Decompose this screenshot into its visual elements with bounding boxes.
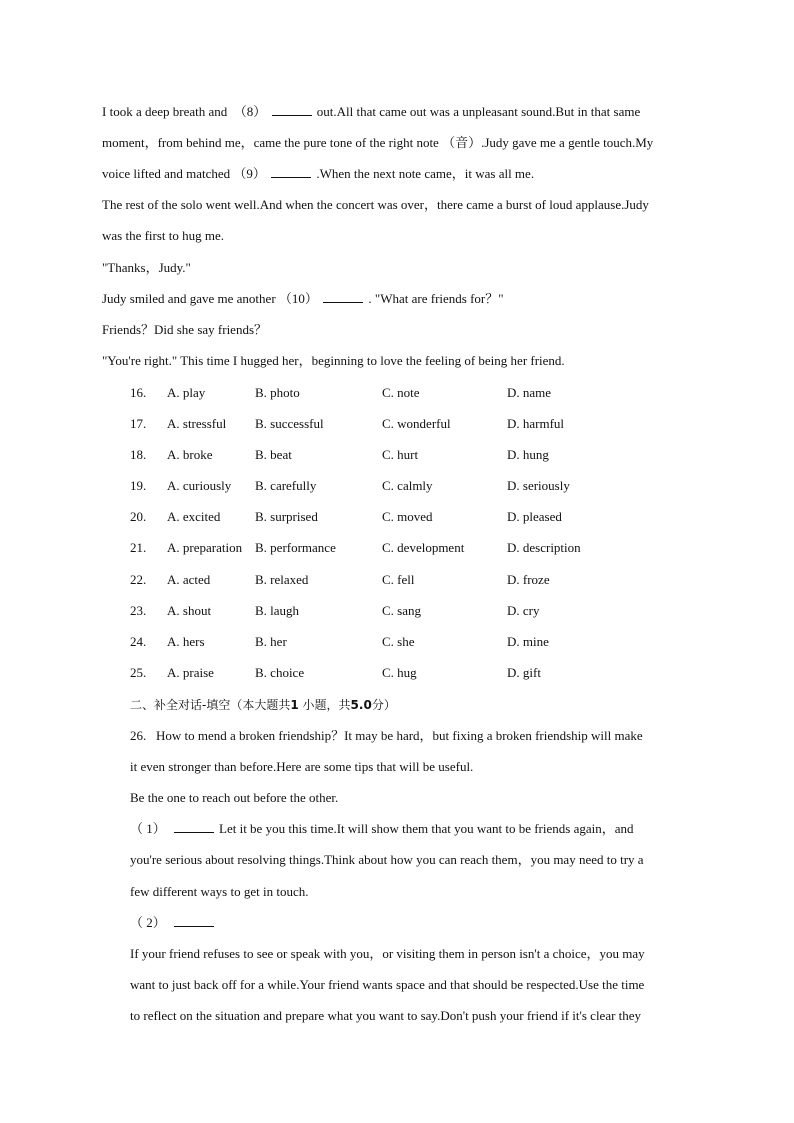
q26-line-2: it even stronger than before.Here are some tips that will be useful. — [130, 759, 474, 774]
question-number: 16. — [130, 385, 147, 400]
section-header-text: 小题，共 — [302, 698, 351, 712]
q26-line-9: want to just back off for a while.Your friend wants space and that should be respected.Use the time — [130, 977, 645, 992]
option-b[interactable]: B. photo — [255, 385, 300, 400]
passage-line-8: Friends？Did she say friends？ — [102, 322, 268, 337]
option-a[interactable]: A. acted — [167, 572, 211, 587]
option-a[interactable]: A. play — [167, 385, 206, 400]
passage-line-5: was the first to hug me. — [102, 228, 225, 243]
q26-line-3: Be the one to reach out before the other. — [130, 790, 339, 805]
blank-2[interactable] — [174, 915, 214, 927]
option-b[interactable]: B. relaxed — [255, 572, 309, 587]
passage-line-1 — [102, 104, 640, 120]
passage-line-3 — [102, 166, 534, 182]
option-b[interactable]: B. performance — [255, 540, 336, 555]
option-c[interactable]: C. she — [382, 634, 415, 649]
blank-10[interactable] — [323, 291, 363, 303]
option-d[interactable]: D. gift — [507, 665, 541, 680]
question-number: 19. — [130, 478, 147, 493]
option-a[interactable]: A. hers — [167, 634, 205, 649]
option-a[interactable]: A. excited — [167, 509, 221, 524]
option-c[interactable]: C. development — [382, 540, 465, 555]
passage-text: Judy smiled and gave me another （10） — [102, 291, 318, 306]
blank-1[interactable] — [174, 821, 214, 833]
option-d[interactable]: D. pleased — [507, 509, 562, 524]
passage-line-2: moment，from behind me，came the pure tone of the right note （音）.Judy gave me a gentle touch.My — [102, 135, 654, 150]
q26-text: Let it be you this time.It will show them that you want to be friends again，and — [219, 821, 634, 836]
passage-line-4: The rest of the solo went well.And when the concert was over，there came a burst of loud applause.Judy — [102, 197, 649, 212]
option-b[interactable]: B. laugh — [255, 603, 300, 618]
option-a[interactable]: A. stressful — [167, 416, 227, 431]
option-b[interactable]: B. her — [255, 634, 287, 649]
option-b[interactable]: B. choice — [255, 665, 305, 680]
question-number: 18. — [130, 447, 147, 462]
option-c[interactable]: C. sang — [382, 603, 421, 618]
option-c[interactable]: C. hurt — [382, 447, 419, 462]
option-c[interactable]: C. note — [382, 385, 420, 400]
q26-line-4 — [130, 821, 634, 837]
section-score: 5.0 — [350, 698, 372, 712]
option-d[interactable]: D. seriously — [507, 478, 570, 493]
option-a[interactable]: A. curiously — [167, 478, 232, 493]
option-c[interactable]: C. fell — [382, 572, 415, 587]
question-number: 20. — [130, 509, 147, 524]
question-number: 22. — [130, 572, 147, 587]
q26-line-7 — [130, 915, 216, 931]
option-c[interactable]: C. wonderful — [382, 416, 451, 431]
option-a[interactable]: A. praise — [167, 665, 214, 680]
option-d[interactable]: D. mine — [507, 634, 549, 649]
blank-9[interactable] — [271, 166, 311, 178]
question-number: 24. — [130, 634, 147, 649]
question-number: 17. — [130, 416, 147, 431]
option-c[interactable]: C. hug — [382, 665, 417, 680]
blank-number-1: （ 1） — [130, 821, 166, 836]
option-c[interactable]: C. calmly — [382, 478, 433, 493]
passage-text: voice lifted and matched （9） — [102, 166, 266, 181]
passage-text: .When the next note came，it was all me. — [316, 166, 535, 181]
blank-8[interactable] — [272, 104, 312, 116]
option-c[interactable]: C. moved — [382, 509, 433, 524]
question-number: 25. — [130, 665, 147, 680]
section-header-text: 分） — [371, 698, 396, 712]
option-b[interactable]: B. carefully — [255, 478, 317, 493]
option-d[interactable]: D. cry — [507, 603, 540, 618]
passage-line-9: "You're right." This time I hugged her，beginning to love the feeling of being her friend. — [102, 353, 565, 368]
passage-text: I took a deep breath and （8） — [102, 104, 267, 119]
passage-line-7 — [102, 291, 504, 307]
option-b[interactable]: B. surprised — [255, 509, 318, 524]
q26-line-8: If your friend refuses to see or speak with you，or visiting them in person isn't a choice，you may — [130, 946, 645, 961]
q26-line-6: few different ways to get in touch. — [130, 884, 309, 899]
option-d[interactable]: D. name — [507, 385, 552, 400]
option-d[interactable]: D. froze — [507, 572, 550, 587]
option-a[interactable]: A. shout — [167, 603, 212, 618]
option-b[interactable]: B. successful — [255, 416, 324, 431]
option-d[interactable]: D. description — [507, 540, 581, 555]
passage-text: out.All that came out was a unpleasant sound.But in that same — [316, 104, 641, 119]
passage-line-6: "Thanks，Judy." — [102, 260, 191, 275]
option-d[interactable]: D. harmful — [507, 416, 565, 431]
blank-number-2: （ 2） — [130, 915, 166, 930]
section-header-text: 二、补全对话-填空（本大题共 — [130, 698, 291, 712]
q26-line-10: to reflect on the situation and prepare what you want to say.Don't push your friend if it's clear they — [130, 1008, 642, 1023]
option-d[interactable]: D. hung — [507, 447, 549, 462]
option-a[interactable]: A. preparation — [167, 540, 243, 555]
option-a[interactable]: A. broke — [167, 447, 213, 462]
section-header — [130, 697, 396, 713]
passage-text: . "What are friends for？" — [368, 291, 504, 306]
q26-line-1: 26. How to mend a broken friendship？It may be hard，but fixing a broken friendship will make — [130, 728, 643, 743]
question-number: 23. — [130, 603, 147, 618]
section-question-count: 1 — [290, 698, 299, 712]
option-b[interactable]: B. beat — [255, 447, 292, 462]
q26-line-5: you're serious about resolving things.Think about how you can reach them，you may need to try a — [130, 852, 644, 867]
question-number: 21. — [130, 540, 147, 555]
